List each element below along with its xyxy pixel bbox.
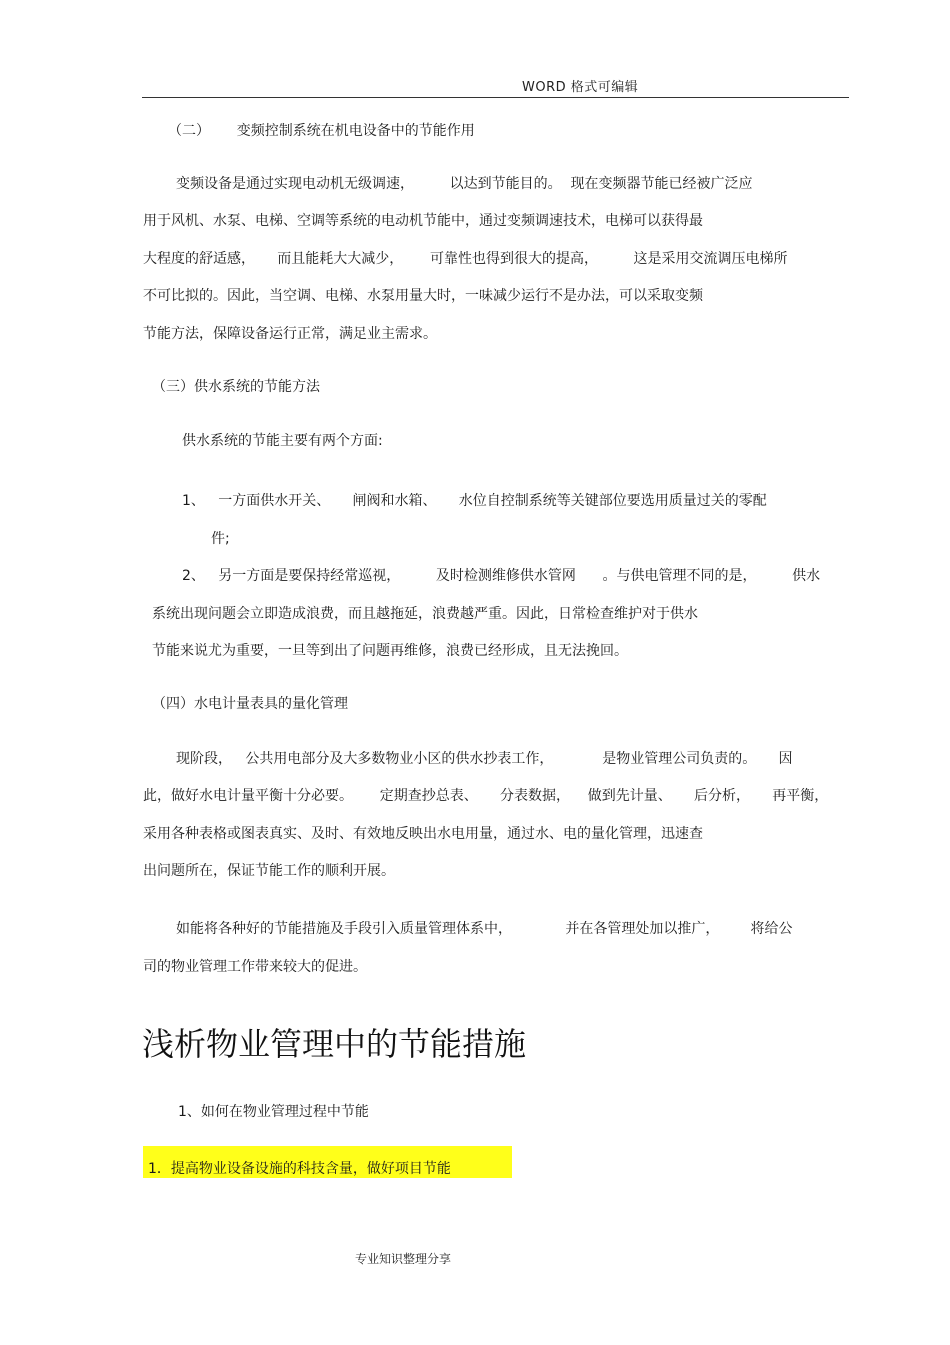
section-heading-3: （三）供水系统的节能方法 <box>152 379 320 395</box>
header-divider <box>142 97 849 98</box>
paragraph-line: 供水系统的节能主要有两个方面: <box>182 433 383 449</box>
list-item-2: 2、 另一方面是要保持经常巡视， 及时检测维修供水管网 。与供电管理不同的是， 供水 <box>182 568 821 584</box>
page-footer: 专业知识整理分享 <box>355 1252 452 1266</box>
section-heading-4: （四）水电计量表具的量化管理 <box>152 696 348 712</box>
section-heading-2: （二） 变频控制系统在机电设备中的节能作用 <box>168 123 475 139</box>
highlighted-heading: 1．提高物业设备设施的科技含量，做好项目节能 <box>148 1161 451 1177</box>
paragraph-line: 出问题所在，保证节能工作的顺利开展。 <box>143 863 395 879</box>
paragraph-line: 变频设备是通过实现电动机无级调速， 以达到节能目的。 现在变频器节能已经被广泛应 <box>176 176 753 192</box>
paragraph-line: 用于风机、水泵、电梯、空调等系统的电动机节能中，通过变频调速技术，电梯可以获得最 <box>143 213 703 229</box>
list-item-1-continued: 件; <box>211 531 230 547</box>
paragraph-line: 此，做好水电计量平衡十分必要。 定期查抄总表、 分表数据， 做到先计量、 后分析， 再平衡， <box>143 788 829 804</box>
paragraph-line: 如能将各种好的节能措施及手段引入质量管理体系中， 并在各管理处加以推广， 将给公 <box>176 921 793 937</box>
paragraph-line: 不可比拟的。因此，当空调、电梯、水泵用量大时，一味减少运行不是办法，可以采取变频 <box>143 288 703 304</box>
paragraph-line: 司的物业管理工作带来较大的促进。 <box>143 959 367 975</box>
paragraph-line: 采用各种表格或图表真实、及时、有效地反映出水电用量，通过水、电的量化管理，迅速查 <box>143 826 703 842</box>
article-title: 浅析物业管理中的节能措施 <box>142 1025 527 1063</box>
paragraph-line: 节能方法，保障设备运行正常，满足业主需求。 <box>143 326 437 342</box>
paragraph-line: 节能来说尤为重要，一旦等到出了问题再维修，浪费已经形成，且无法挽回。 <box>152 643 628 659</box>
list-item-1: 1、 一方面供水开关、 闸阀和水箱、 水位自控制系统等关键部位要选用质量过关的零配 <box>182 493 767 509</box>
article-subheading: 1、如何在物业管理过程中节能 <box>178 1104 369 1120</box>
paragraph-line: 大程度的舒适感， 而且能耗大大减少， 可靠性也得到很大的提高， 这是采用交流调压电梯所 <box>143 251 788 267</box>
paragraph-line: 现阶段， 公共用电部分及大多数物业小区的供水抄表工作， 是物业管理公司负责的。 因 <box>176 751 793 767</box>
page-header: WORD 格式可编辑 <box>522 80 639 95</box>
paragraph-line: 系统出现问题会立即造成浪费，而且越拖延，浪费越严重。因此，日常检查维护对于供水 <box>152 606 698 622</box>
